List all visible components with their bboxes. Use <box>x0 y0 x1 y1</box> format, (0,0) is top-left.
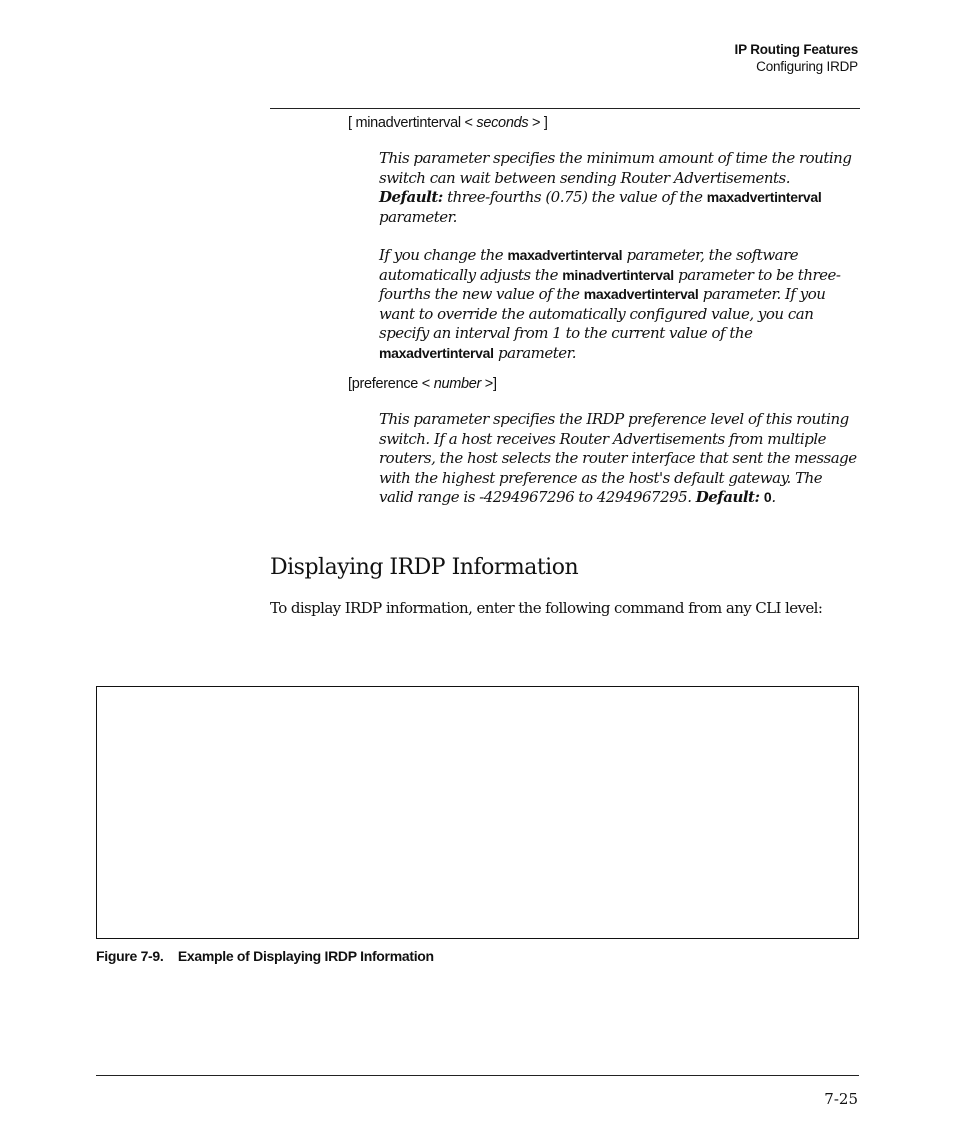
default-label: Default: <box>379 188 443 206</box>
text: parameter, the software automatically adjusts the <box>379 246 799 284</box>
text: parameter. <box>379 207 457 226</box>
default-value: 0 <box>763 489 772 505</box>
param-arg: number <box>433 376 482 392</box>
keyword: maxadvertinterval <box>379 344 494 361</box>
header-rule <box>270 108 860 109</box>
section-intro: To display IRDP information, enter the following command from any CLI level: <box>270 599 823 617</box>
text: parameter. <box>493 343 576 362</box>
footer-rule <box>96 1075 859 1076</box>
page-number: 7-25 <box>824 1090 858 1108</box>
figure-caption: Figure 7-9. Example of Displaying IRDP Information <box>96 948 434 964</box>
header-title: IP Routing Features <box>734 42 858 57</box>
param-close: > ] <box>528 115 548 131</box>
keyword: maxadvertinterval <box>583 286 699 302</box>
keyword: minadvertinterval <box>562 266 674 283</box>
param-close: >] <box>481 376 497 392</box>
text: parameter. If you want to override the automatically configured value, you can specify an interval from 1 to the current value of the <box>379 285 826 342</box>
text: parameter to be three-fourths the new value of the <box>379 265 841 303</box>
text: . <box>771 488 776 506</box>
minadvertinterval-note <box>379 246 857 363</box>
param-preference <box>348 376 497 392</box>
figure-box <box>96 686 859 939</box>
text: This parameter specifies the minimum amount of time the routing switch can wait between sending Router Advertisements. <box>379 149 852 187</box>
preference-description <box>379 410 857 508</box>
text: If you change the <box>379 246 508 264</box>
header-subtitle: Configuring IRDP <box>756 59 858 74</box>
section-title: Displaying IRDP Information <box>270 555 579 580</box>
text: This parameter specifies the IRDP preference level of this routing switch. If a host receives Router Advertisements from multiple routers, the host selects the router interface that sent the message with the highest preference as the host's default gateway. The valid range is -4294967296 to 4294967295. <box>379 410 857 506</box>
keyword: maxadvertinterval <box>507 247 623 263</box>
param-open: [ minadvertinterval < <box>348 115 477 131</box>
param-arg: seconds <box>476 115 529 131</box>
default-label: Default: <box>695 488 760 506</box>
text: three-fourths (0.75) the value of the <box>442 188 707 206</box>
minadvertinterval-description <box>379 149 857 227</box>
keyword: maxadvertinterval <box>706 189 822 205</box>
param-minadvertinterval <box>348 115 548 131</box>
param-open: [preference < <box>348 376 434 392</box>
